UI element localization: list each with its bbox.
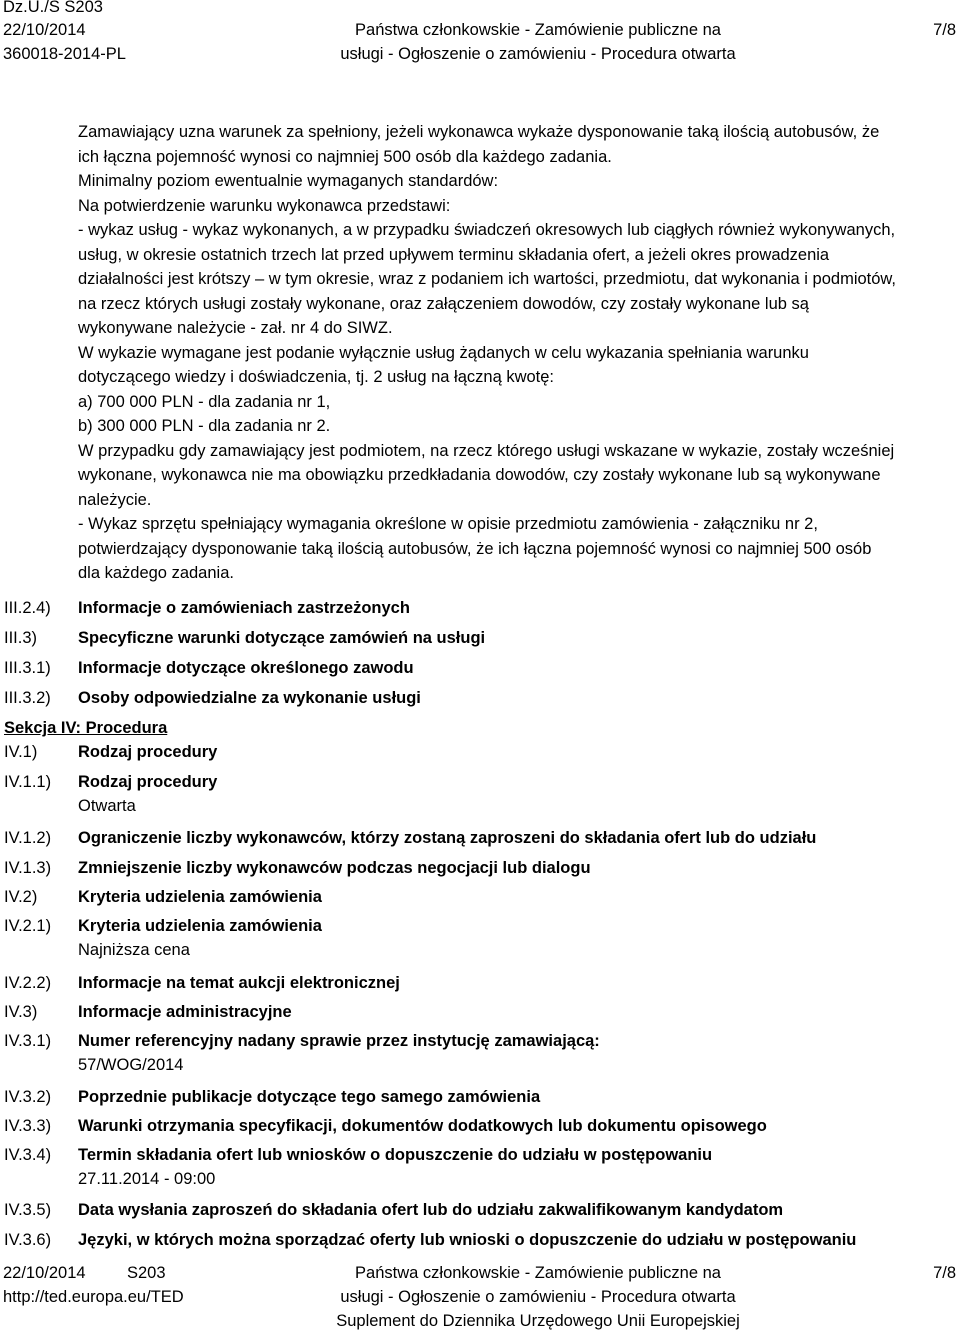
section-label: Specyficzne warunki dotyczące zamówień na usługi <box>78 629 486 647</box>
section-label: Informacje administracyjne <box>78 1003 292 1021</box>
footer-page-number: 7/8 <box>933 1264 956 1282</box>
section-value: 27.11.2014 - 09:00 <box>78 1170 216 1188</box>
section-number: III.2.4) <box>4 599 51 617</box>
footer-url[interactable]: http://ted.europa.eu/TED <box>3 1288 184 1306</box>
section-number: IV.1.1) <box>4 773 52 791</box>
section-number: IV.3.4) <box>4 1146 52 1164</box>
text-line: należycie. <box>78 490 152 509</box>
text-line: ich łączna pojemność wynosi co najmniej 500 osób dla każdego zadania. <box>78 147 612 166</box>
section-value: Najniższa cena <box>78 941 190 959</box>
section-label: Informacje na temat aukcji elektronicznej <box>78 974 400 992</box>
section-label: Informacje o zamówieniach zastrzeżonych <box>78 599 410 617</box>
section-number: IV.3.5) <box>4 1201 52 1219</box>
section-number: IV.2.1) <box>4 917 52 935</box>
header-title-line2: usługi - Ogłoszenie o zamówieniu - Procedura otwarta <box>340 45 736 63</box>
section-label: Osoby odpowiedzialne za wykonanie usługi <box>78 689 421 707</box>
section-label: Termin składania ofert lub wniosków o dopuszczenie do udziału w postępowaniu <box>78 1146 713 1164</box>
conditions-text <box>78 120 958 586</box>
footer-date: 22/10/2014 <box>3 1264 86 1282</box>
section-label: Numer referencyjny nadany sprawie przez instytucję zamawiającą: <box>78 1032 600 1050</box>
section-value: 57/WOG/2014 <box>78 1056 184 1074</box>
text-line: b) 300 000 PLN - dla zadania nr 2. <box>78 417 331 435</box>
section-label: Rodzaj procedury <box>78 773 218 791</box>
journal-ref: Dz.U./S S203 <box>3 0 103 16</box>
text-line: wykonywane należycie - zał. nr 4 do SIWZ. <box>78 319 393 337</box>
text-line: - Wykaz sprzętu spełniający wymagania określone w opisie przedmiotu zamówienia - załączniku nr 2, <box>78 515 818 533</box>
section-label: Zmniejszenie liczby wykonawców podczas negocjacji lub dialogu <box>78 859 591 877</box>
text-line: W wykazie wymagane jest podanie wyłącznie usług żądanych w celu wykazania spełniania warunku <box>78 343 809 362</box>
section-number: IV.3) <box>4 1003 38 1021</box>
section-number: IV.1) <box>4 743 38 761</box>
footer-series: S203 <box>127 1264 166 1282</box>
header-title-line1: Państwa członkowskie - Zamówienie publiczne na <box>355 21 721 39</box>
section-number: III.3.2) <box>4 689 51 707</box>
section-number: IV.2) <box>4 888 38 906</box>
section-number: IV.1.3) <box>4 859 52 877</box>
section-label: Kryteria udzielenia zamówienia <box>78 888 322 906</box>
footer-line2: usługi - Ogłoszenie o zamówieniu - Procedura otwarta <box>340 1288 736 1306</box>
section-number: IV.3.2) <box>4 1088 52 1106</box>
page-header <box>0 0 960 72</box>
section-iv-heading: Sekcja IV: Procedura <box>4 719 168 737</box>
section-label: Informacje dotyczące określonego zawodu <box>78 659 414 677</box>
page-footer <box>0 1264 960 1334</box>
footer-line1: Państwa członkowskie - Zamówienie publiczne na <box>355 1264 721 1282</box>
text-line: dla każdego zadania. <box>78 564 234 582</box>
text-line: usług, w okresie ostatnich trzech lat przed upływem terminu składania ofert, a jeżeli okres prowadzenia <box>78 245 830 264</box>
text-line: a) 700 000 PLN - dla zadania nr 1, <box>78 392 331 411</box>
text-line: Zamawiający uzna warunek za spełniony, jeżeli wykonawca wykaże dysponowanie taką ilością autobusów, że <box>78 123 880 141</box>
text-line: na rzecz których usługi zostały wykonane, oraz załączeniem dowodów, czy zostały wykonane lub są <box>78 294 809 313</box>
text-line: W przypadku gdy zamawiający jest podmiotem, na rzecz którego usługi wskazane w wykazie, zostały wcześniej <box>78 441 895 460</box>
section-label: Rodzaj procedury <box>78 743 218 761</box>
section-label: Języki, w których można sporządzać oferty lub wnioski o dopuszczenie do udziału w postępowaniu <box>78 1231 857 1249</box>
section-number: IV.1.2) <box>4 829 52 847</box>
text-line: - wykaz usług - wykaz wykonanych, a w przypadku świadczeń okresowych lub ciągłych również wykonywanych, <box>78 221 896 239</box>
section-value: Otwarta <box>78 797 136 815</box>
section-label: Poprzednie publikacje dotyczące tego samego zamówienia <box>78 1088 541 1106</box>
section-label: Ograniczenie liczby wykonawców, którzy zostaną zaproszeni do składania ofert lub do udziału <box>78 829 817 847</box>
section-number: IV.3.1) <box>4 1032 52 1050</box>
footer-line3: Suplement do Dziennika Urzędowego Unii Europejskiej <box>336 1312 740 1330</box>
section-label: Warunki otrzymania specyfikacji, dokumentów dodatkowych lub dokumentu opisowego <box>78 1117 767 1135</box>
section-number: IV.3.3) <box>4 1117 52 1135</box>
section-number: IV.3.6) <box>4 1231 52 1249</box>
text-line: Minimalny poziom ewentualnie wymaganych standardów: <box>78 172 499 190</box>
header-date: 22/10/2014 <box>3 21 86 39</box>
section-label: Data wysłania zaproszeń do składania ofert lub do udziału zakwalifikowanym kandydatom <box>78 1201 784 1219</box>
text-line: wykonane, wykonawca nie ma obowiązku przedkładania dowodów, czy zostały wykonane lub są wykonywane <box>78 466 881 484</box>
text-line: dotyczącego wiedzy i doświadczenia, tj. 2 usług na łączną kwotę: <box>78 368 555 386</box>
text-line: potwierdzający dysponowanie taką ilością autobusów, że ich łączna pojemność wynosi co najmniej 500 osób <box>78 539 872 558</box>
text-line: Na potwierdzenie warunku wykonawca przedstawi: <box>78 196 451 215</box>
section-number: III.3) <box>4 629 38 647</box>
notice-ref: 360018-2014-PL <box>3 45 126 63</box>
header-page-number: 7/8 <box>933 21 956 39</box>
section-number: IV.2.2) <box>4 974 52 992</box>
section-number: III.3.1) <box>4 659 51 677</box>
section-label: Kryteria udzielenia zamówienia <box>78 917 322 935</box>
text-line: działalności jest krótszy – w tym okresie, wraz z podaniem ich wartości, przedmiotu, dat wykonania i podmiotów, <box>78 270 897 288</box>
